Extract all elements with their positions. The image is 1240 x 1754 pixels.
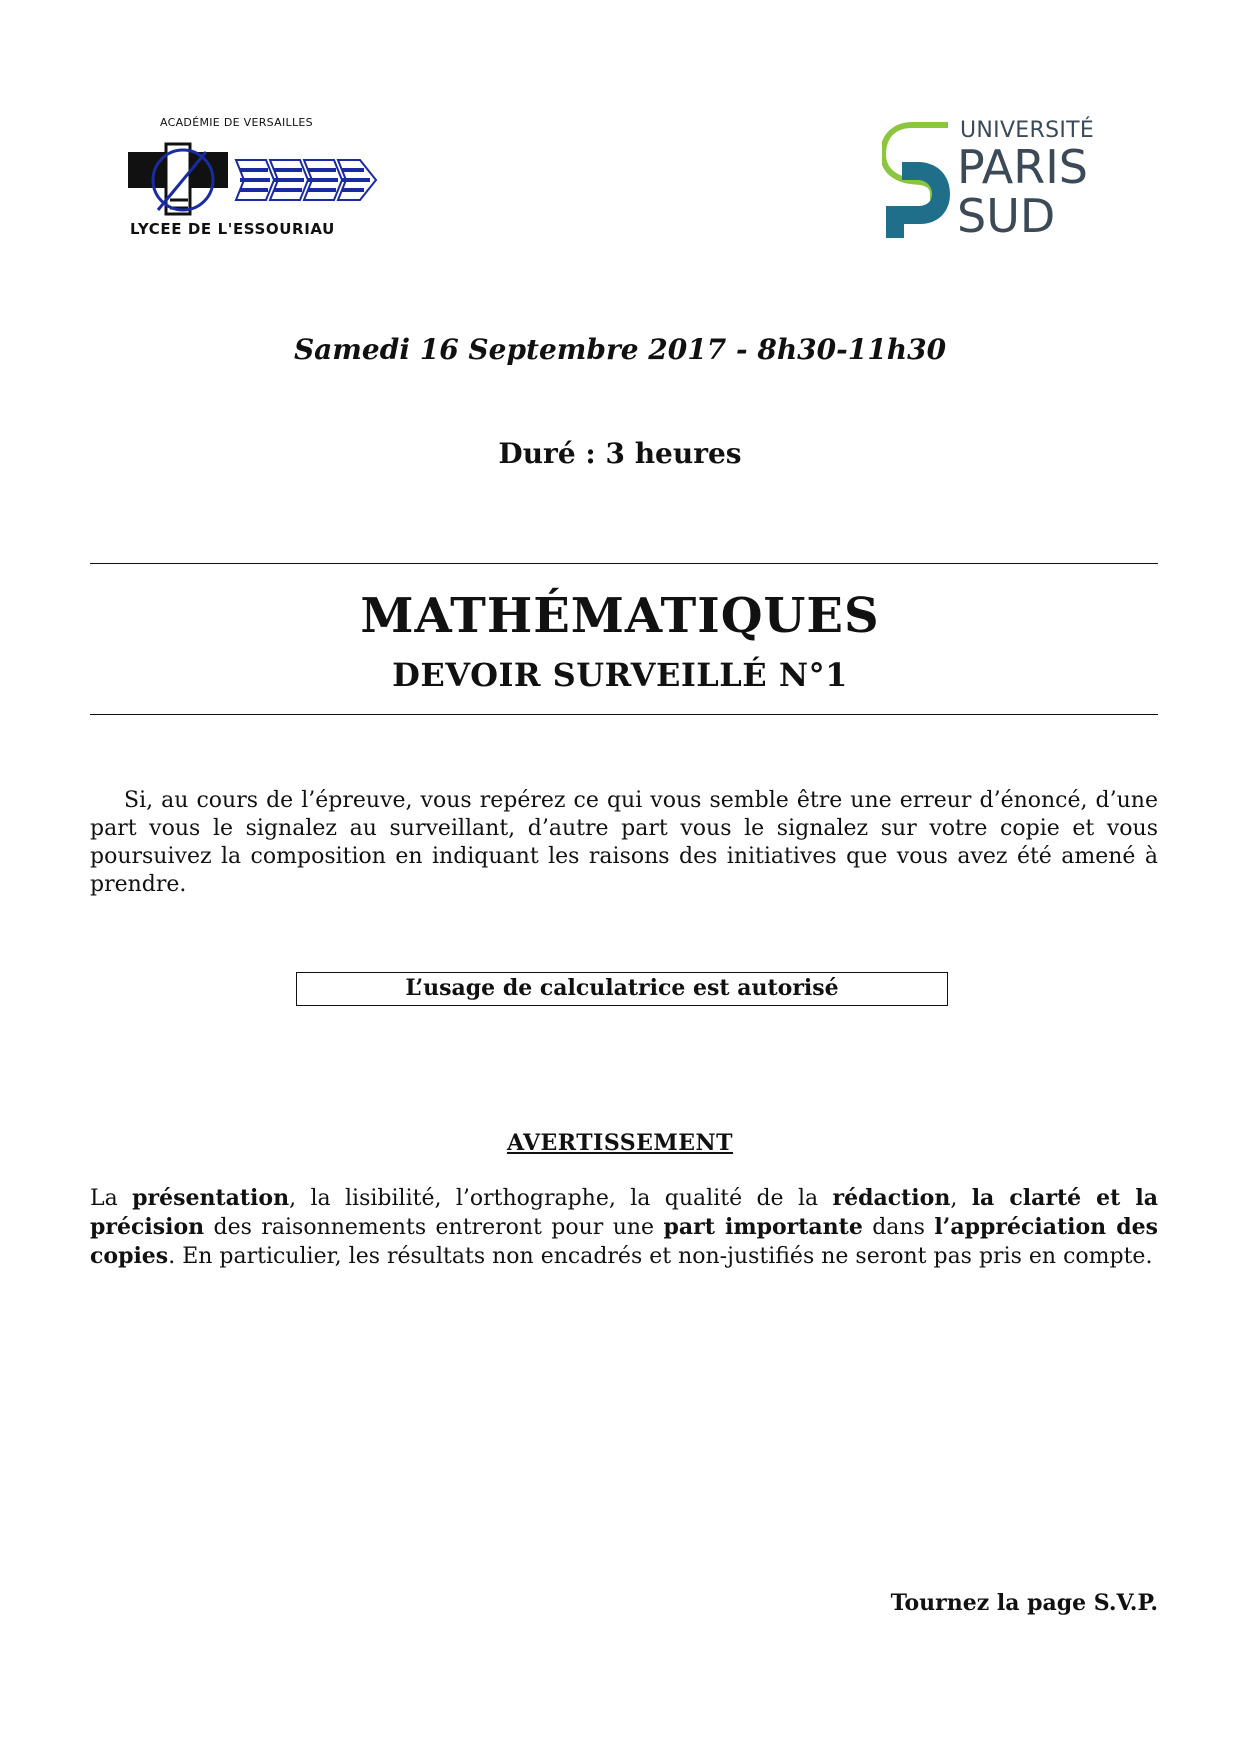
warning-paragraph [90, 1184, 1158, 1271]
warning-segment-bold: présentation [132, 1185, 290, 1211]
calculator-notice-box: L’usage de calculatrice est autorisé [296, 972, 948, 1006]
warning-segment-bold: rédaction [832, 1185, 951, 1211]
lycee-name-label: LYCEE DE L'ESSOURIAU [130, 220, 335, 238]
university-s-emblem-icon [882, 122, 952, 238]
warning-segment-bold: la clarté et la précision [90, 1185, 1158, 1240]
warning-segment: , [950, 1186, 972, 1211]
exam-date: Samedi 16 Septembre 2017 - 8h30-11h30 [293, 333, 947, 366]
exam-type-subtitle: DEVOIR SURVEILLÉ N°1 [392, 656, 848, 694]
university-logo [882, 118, 1112, 243]
exam-duration: Duré : 3 heures [498, 437, 742, 470]
title-rule-bottom [90, 714, 1158, 715]
warning-segment-bold: l’appréciation des copies [90, 1214, 1158, 1269]
university-line-3: SUD [957, 189, 1056, 243]
warning-segment-bold: part importante [663, 1214, 863, 1240]
title-rule-top [90, 563, 1158, 564]
lycee-emblem-icon [128, 140, 378, 220]
warning-segment: des raisonnements entreront pour une [204, 1215, 664, 1240]
turn-page-note: Tournez la page S.V.P. [890, 1590, 1158, 1616]
warning-segment: . En particulier, les résultats non encadrés et non-justifiés ne seront pas pris en compte. [168, 1244, 1153, 1269]
exam-subject-title: MATHÉMATIQUES [360, 588, 880, 644]
lycee-logo [120, 112, 380, 247]
warning-title: AVERTISSEMENT [506, 1130, 734, 1156]
warning-segment: La [90, 1186, 133, 1211]
lycee-academie-label: ACADÉMIE DE VERSAILLES [160, 116, 313, 129]
warning-segment: , la lisibilité, l’orthographe, la qualité de la [289, 1186, 833, 1211]
university-line-1: UNIVERSITÉ [960, 118, 1095, 143]
university-line-2: PARIS [957, 140, 1088, 194]
warning-segment: dans [862, 1215, 935, 1240]
instructions-paragraph: Si, au cours de l’épreuve, vous repérez ce qui vous semble être une erreur d’énoncé, d’une part vous le signalez au surveillant, d’autre part vous le signalez sur votre copie et vous poursuivez la composition en indiquant les raisons des initiatives que vous avez été amené à prendre. [90, 788, 1158, 897]
